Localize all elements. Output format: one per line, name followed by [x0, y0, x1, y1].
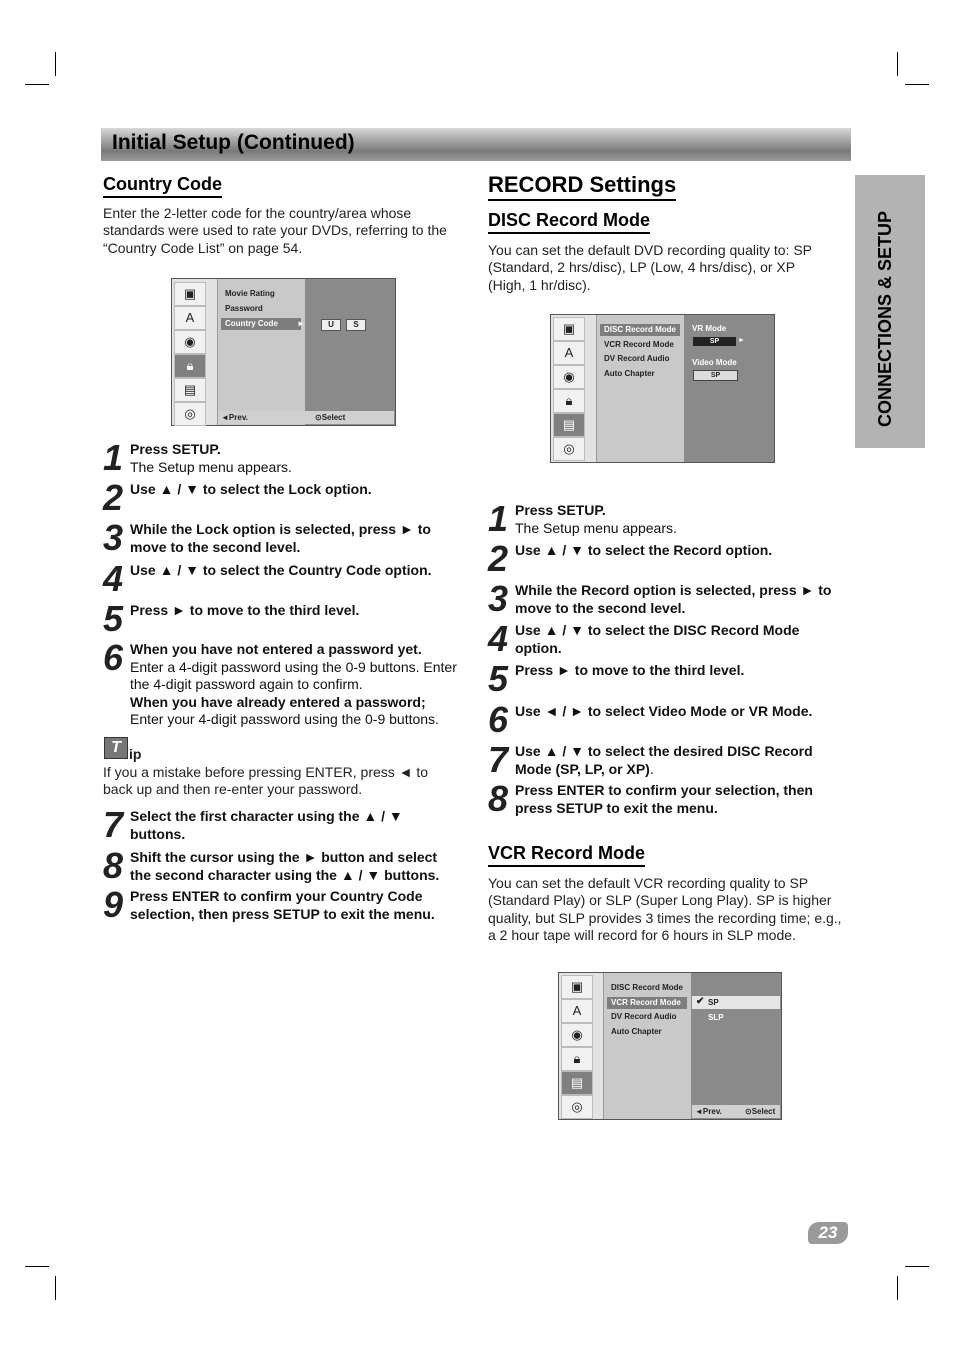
- section-banner: [101, 128, 851, 161]
- crop-mark: [25, 84, 49, 85]
- step-number: 4: [488, 618, 507, 659]
- record-step-8: [488, 778, 848, 819]
- select-hint: ⊙Select: [745, 1107, 776, 1116]
- step-number: 9: [103, 884, 122, 925]
- option-slp: SLP: [708, 1013, 724, 1022]
- country-code-intro: Enter the 2-letter code for the country/area whose standards were used to rate your DVDs, referring to the “Country Code List” on page 54.: [103, 205, 447, 256]
- tip-icon: T: [104, 737, 128, 759]
- vcr-record-mode-heading: VCR Record Mode: [488, 843, 645, 867]
- vr-mode-value: SP: [693, 337, 736, 346]
- country-code-menu: [171, 278, 396, 426]
- step-number: 7: [103, 804, 122, 845]
- disc-record-mode-heading: DISC Record Mode: [488, 210, 650, 234]
- prev-label: Prev.: [228, 413, 248, 422]
- country-code-heading: Country Code: [103, 174, 222, 198]
- step-number: 1: [103, 437, 122, 478]
- crop-mark: [55, 52, 56, 76]
- menu-item-disc-record-mode: DISC Record Mode: [600, 324, 680, 336]
- menu-item-movie-rating: Movie Rating: [225, 289, 275, 298]
- lock-icon: 🔒︎: [553, 389, 585, 413]
- step-detail: .: [649, 760, 654, 777]
- vr-mode-label: VR Mode: [692, 324, 727, 333]
- disc-icon: ◎: [174, 402, 206, 426]
- menu-item-vcr-record-mode: VCR Record Mode: [604, 340, 674, 349]
- step-number: 3: [103, 517, 122, 558]
- video-mode-value: SP: [693, 370, 738, 381]
- record-step-1: [488, 498, 848, 539]
- record-step-4: [488, 618, 848, 659]
- menu-footer: [218, 411, 394, 424]
- step-detail: The Setup menu appears.: [130, 458, 292, 475]
- lock-icon: 🔒︎: [174, 354, 206, 378]
- record-icon: ▤: [561, 1071, 593, 1095]
- video-mode-label: Video Mode: [692, 358, 737, 367]
- display-icon: ▣: [174, 282, 206, 306]
- check-icon: ✔: [696, 996, 705, 1007]
- step-number: 1: [488, 498, 507, 539]
- step-number: 3: [488, 578, 507, 619]
- menu-icon-column: [559, 973, 604, 1119]
- step-detail: Enter a 4-digit password using the 0-9 buttons. Enter the 4-digit password again to confirm.: [130, 658, 457, 692]
- option-sp-row: [692, 996, 780, 1009]
- step-text: While the Record option is selected, press ► to move to the second level.: [515, 582, 832, 616]
- step-7: [103, 804, 433, 846]
- record-settings-heading: RECORD Settings: [488, 172, 676, 201]
- menu-item-auto-chapter: Auto Chapter: [611, 1027, 662, 1036]
- side-tab: [855, 175, 925, 448]
- step-2: [103, 477, 463, 518]
- language-icon: A: [561, 999, 593, 1023]
- menu-item-dv-record-audio: DV Record Audio: [604, 354, 670, 363]
- arrow-right-icon: ►: [297, 319, 305, 328]
- step-5: [103, 598, 463, 639]
- record-step-5: [488, 658, 848, 699]
- crop-mark: [905, 1266, 929, 1267]
- step-number: 6: [488, 699, 507, 740]
- menu-item-password: Password: [225, 304, 263, 313]
- step-text: Use ▲ / ▼ to select the Country Code option.: [130, 562, 432, 578]
- step-text: Press ENTER to confirm your Country Code selection, then press SETUP to exit the menu.: [130, 888, 435, 922]
- audio-icon: ◉: [553, 365, 585, 389]
- page-number: 23: [808, 1222, 848, 1244]
- menu-item-list: [597, 315, 684, 462]
- audio-icon: ◉: [561, 1023, 593, 1047]
- step-text-2: When you have already entered a password;: [130, 693, 426, 710]
- crop-mark: [897, 52, 898, 76]
- step-text: Use ▲ / ▼ to select the DISC Record Mode option.: [515, 622, 800, 656]
- lock-icon: 🔒︎: [561, 1047, 593, 1071]
- step-text: Use ▲ / ▼ to select the Record option.: [515, 542, 773, 558]
- record-step-6: [488, 699, 848, 740]
- select-label: Select: [751, 1107, 776, 1116]
- prev-hint: ◄Prev.: [221, 413, 248, 422]
- arrow-right-icon: ►: [738, 337, 745, 344]
- step-6: [103, 637, 463, 731]
- step-9: [103, 884, 463, 926]
- step-number: 2: [488, 538, 507, 579]
- crop-mark: [55, 1276, 56, 1300]
- menu-item-list: [218, 279, 305, 425]
- step-text: Select the first character using the ▲ / ▼ buttons.: [130, 808, 403, 842]
- language-icon: A: [174, 306, 206, 330]
- menu-icon-column: [172, 279, 218, 425]
- step-detail: The Setup menu appears.: [515, 519, 677, 536]
- step-number: 8: [103, 845, 122, 886]
- step-text: While the Lock option is selected, press ► to move to the second level.: [130, 521, 431, 555]
- step-8: [103, 845, 463, 887]
- step-text: Press ► to move to the third level.: [515, 662, 745, 678]
- prev-hint: ◄Prev.: [695, 1107, 722, 1116]
- step-number: 8: [488, 778, 507, 819]
- tip-text: If you a mistake before pressing ENTER, press ◄ to back up and then re-enter your password.: [103, 764, 429, 798]
- step-text: Use ▲ / ▼ to select the Lock option.: [130, 481, 372, 497]
- side-tab-label: CONNECTIONS & SETUP: [875, 210, 895, 427]
- crop-mark: [905, 84, 929, 85]
- banner-title: Initial Setup (Continued): [112, 131, 355, 154]
- disc-record-menu: [550, 314, 775, 463]
- step-1: [103, 437, 463, 478]
- record-step-3: [488, 578, 848, 619]
- language-icon: A: [553, 341, 585, 365]
- display-icon: ▣: [561, 975, 593, 999]
- record-icon: ▤: [553, 413, 585, 437]
- step-number: 7: [488, 739, 507, 780]
- step-text: Press SETUP.: [130, 441, 221, 457]
- menu-item-auto-chapter: Auto Chapter: [604, 369, 655, 378]
- step-number: 2: [103, 477, 122, 518]
- step-text: Press SETUP.: [515, 502, 606, 518]
- step-4: [103, 558, 463, 599]
- step-text: Press ENTER to confirm your selection, then press SETUP to exit the menu.: [515, 782, 813, 816]
- step-number: 6: [103, 637, 122, 678]
- display-icon: ▣: [553, 317, 585, 341]
- menu-item-vcr-record-mode: VCR Record Mode: [607, 997, 687, 1009]
- record-step-7: [488, 739, 848, 780]
- step-text: Use ◄ / ► to select Video Mode or VR Mode.: [515, 703, 813, 719]
- step-detail-2: Enter your 4-digit password using the 0-9 buttons.: [130, 711, 439, 727]
- step-number: 5: [103, 598, 122, 639]
- option-sp: SP: [708, 998, 719, 1007]
- code-letter-1: U: [321, 319, 341, 331]
- prev-label: Prev.: [702, 1107, 722, 1116]
- select-hint: ⊙Select: [315, 413, 346, 422]
- step-number: 4: [103, 558, 122, 599]
- disc-icon: ◎: [561, 1095, 593, 1119]
- crop-mark: [25, 1266, 49, 1267]
- vcr-record-intro: You can set the default VCR recording quality to SP (Standard Play) or SLP (Super Long Play). SP is higher quality, but SLP provides 3 times the recording time; e.g., a 2 hour tape will record for 6 hours in SLP mode.: [488, 875, 842, 944]
- menu-item-dv-record-audio: DV Record Audio: [611, 1012, 677, 1021]
- vcr-record-menu: [558, 972, 782, 1120]
- record-step-2: [488, 538, 848, 579]
- step-text: Use ▲ / ▼ to select the desired DISC Record Mode (SP, LP, or XP): [515, 743, 813, 777]
- step-text: Shift the cursor using the ► button and select the second character using the ▲ / ▼ buttons.: [130, 849, 440, 883]
- audio-icon: ◉: [174, 330, 206, 354]
- step-text: When you have not entered a password yet.: [130, 641, 422, 657]
- tip-label: ip: [129, 746, 142, 762]
- step-text: Press ► to move to the third level.: [130, 602, 360, 618]
- disc-record-intro: You can set the default DVD recording quality to: SP (Standard, 2 hrs/disc), LP (Low, 4 hrs/disc), or XP (High, 1 hr/disc).: [488, 242, 812, 293]
- menu-item-country-code: Country Code: [221, 318, 301, 330]
- menu-item-list: [604, 973, 691, 1119]
- crop-mark: [897, 1276, 898, 1300]
- menu-item-disc-record-mode: DISC Record Mode: [611, 983, 684, 992]
- record-icon: ▤: [174, 378, 206, 402]
- disc-icon: ◎: [553, 437, 585, 461]
- menu-footer: [692, 1105, 780, 1118]
- step-3: [103, 517, 448, 558]
- select-label: Select: [321, 413, 346, 422]
- menu-icon-column: [551, 315, 597, 462]
- step-number: 5: [488, 658, 507, 699]
- code-letter-2: S: [346, 319, 366, 331]
